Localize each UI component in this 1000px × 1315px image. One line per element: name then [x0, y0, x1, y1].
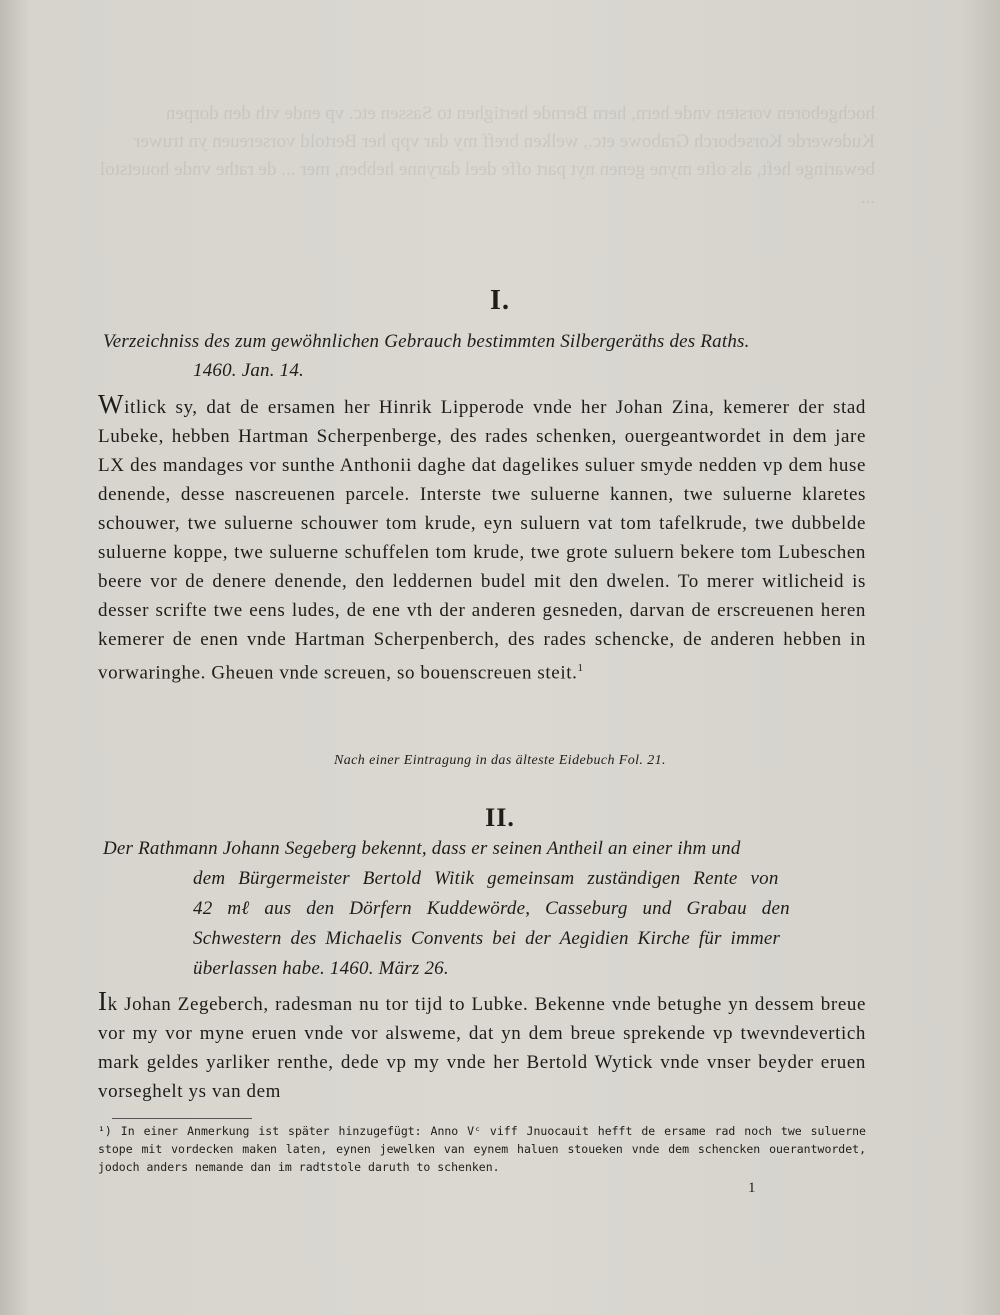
section-1-dropcap: W: [98, 389, 125, 419]
section-1-body: [98, 389, 866, 687]
section-2-heading-line-2: dem Bürgermeister Bertold Witik gemeinsam zuständigen Rente von: [193, 868, 779, 889]
section-2-heading-line-5: überlassen habe. 1460. März 26.: [193, 958, 449, 979]
footnote-reference: 1: [577, 662, 584, 674]
section-2-body: [98, 986, 866, 1106]
section-numeral-1: I.: [490, 285, 510, 316]
page-number: 1: [748, 1180, 756, 1196]
section-1-date: 1460. Jan. 14.: [193, 360, 304, 381]
footnote: [98, 1122, 866, 1176]
section-2-heading-line-1: Der Rathmann Johann Segeberg bekennt, dass er seinen Antheil an einer ihm und: [103, 838, 741, 859]
section-1-source-note: Nach einer Eintragung in das älteste Eidebuch Fol. 21.: [334, 753, 666, 768]
section-1-heading: Verzeichniss des zum gewöhnlichen Gebrauch bestimmten Silbergeräths des Raths.: [103, 331, 750, 352]
footnote-marker: ¹): [98, 1124, 112, 1138]
section-1-text: itlick sy, dat de ersamen her Hinrik Lipperode vnde her Johan Zina, kemerer der stad Lubeke, hebben Hartman Scherpenberge, des rades schenken, ouergeantwordet in dem jare LX des mandages vor sunthe Anthonii daghe dat dagelikes suluer smyde nedden vp dem huse denende, desse nascreuenen parcele. Interste twe suluerne kannen, twe suluerne klaretes schouwer, twe suluerne schouwer tom krude, eyn suluern vat tom tafelkrude, twe dubbelde suluerne koppe, twe suluerne schuffelen tom krude, twe grote suluern bekere tom Lubeschen beere vor de denere denende, den leddernen budel mit den dwelen. To merer witlicheid is desser scrifte twe eens ludes, de ene vth der anderen gesneden, darvan de erscreuenen heren kemerer de enen vnde Hartman Scherpenberch, des rades schencke, de anderen hebben in vorwaringhe. Gheuen vnde screuen, so bouenscreuen steit.: [98, 397, 866, 684]
section-2-heading-line-4: Schwestern des Michaelis Convents bei der Aegidien Kirche für immer: [193, 928, 781, 949]
bleed-through-text: hochgeboren vorsten vnde hern, hern Bernde hertighen to Sassen etc. vp ende vth den dorpen Kudewerde Korseborch Grabowe etc., welken breff my dar vpp her Bertold vorsereuen yn truwer bewaringe heft, als ofte myne genen nyt part offe deel darynne hebben, mer ... de rathe vnde houetstol ...: [95, 103, 875, 208]
section-numeral-2: II.: [485, 803, 515, 832]
footnote-divider: [112, 1118, 252, 1119]
section-2-dropcap: I: [98, 986, 108, 1016]
section-2-heading-line-3: 42 mℓ aus den Dörfern Kuddewörde, Casseburg und Grabau den: [193, 898, 790, 919]
section-2-text: k Johan Zegeberch, radesman nu tor tijd to Lubke. Bekenne vnde betughe yn dessem breue vor my vor myne eruen vnde vor alsweme, dat yn dem breue sprekende vp twevndevertich mark geldes yarliker renthe, dede vp my vnde her Bertold Wytick vnde vnser beyder eruen vorseghelt ys van dem: [98, 994, 866, 1102]
footnote-text: In einer Anmerkung ist später hinzugefügt: Anno Vᶜ viff Jnuocauit hefft de ersame rad noch twe suluerne stope mit vordecken maken laten, eynen jewelken van eynem haluen stoueken vnde dem schencken ouerantwordet, jodoch anders nemande dan im radtstole daruth to schenken.: [98, 1124, 866, 1174]
